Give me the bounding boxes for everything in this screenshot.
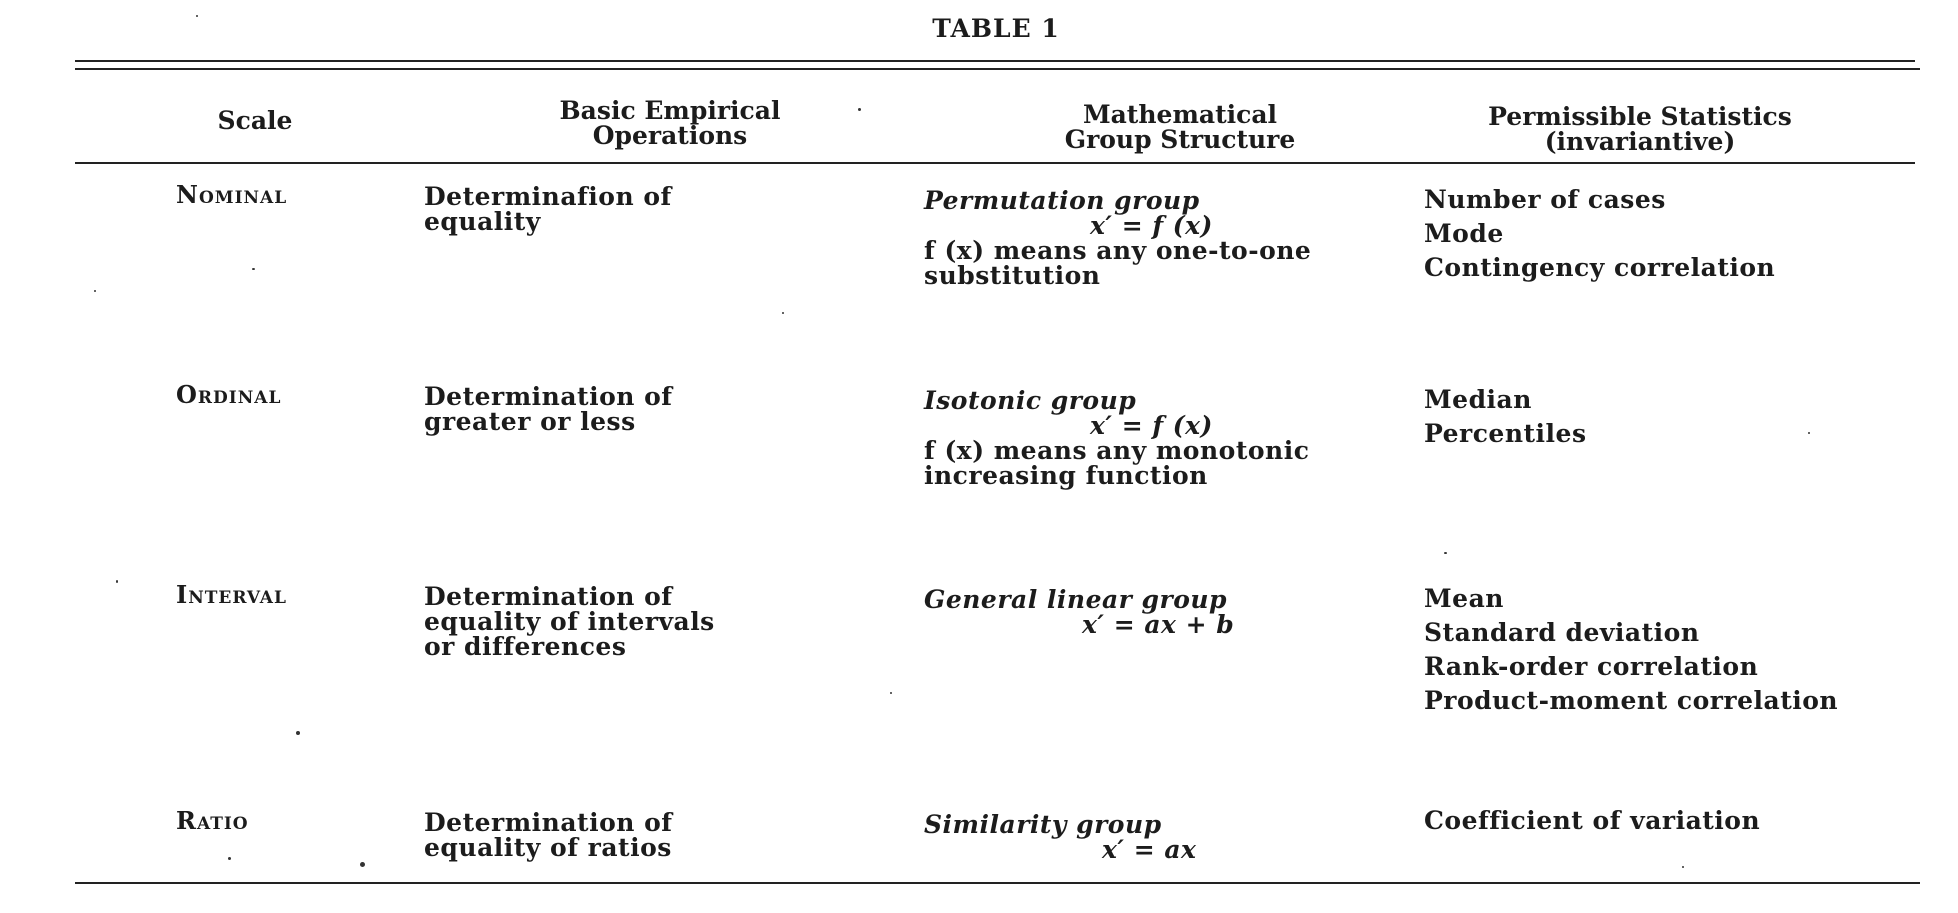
- group-name: Permutation group: [924, 186, 1200, 215]
- operations-line: Determinafion of: [424, 182, 672, 211]
- operations-line: Determination of: [424, 382, 673, 411]
- row-operations-ordinal: [424, 384, 673, 434]
- statistic-item: Rank-order correlation: [1424, 652, 1759, 681]
- scan-speck: [858, 108, 861, 111]
- statistic-item: Product-moment correlation: [1424, 686, 1839, 715]
- statistic-item: Number of cases: [1424, 185, 1666, 214]
- scan-speck: [782, 312, 784, 314]
- group-formula: x′ = ax + b: [1082, 610, 1235, 639]
- row-statistics-nominal: [1424, 183, 1775, 285]
- scan-speck: [196, 15, 198, 17]
- header-operations-line2: Operations: [592, 121, 748, 150]
- statistic-item: Median: [1424, 385, 1532, 414]
- row-operations-interval: [424, 584, 715, 659]
- scan-speck: [116, 580, 118, 583]
- header-operations: [510, 98, 830, 148]
- operations-line: greater or less: [424, 407, 636, 436]
- table-title: TABLE 1: [932, 14, 1060, 43]
- header-rule: [75, 162, 1915, 164]
- row-group-nominal: [924, 188, 1311, 288]
- row-operations-ratio: [424, 810, 673, 860]
- row-group-ordinal: [924, 388, 1309, 488]
- scan-speck: [296, 731, 300, 735]
- row-scale-nominal: Nominal: [176, 180, 288, 209]
- top-rule-lower: [75, 68, 1920, 70]
- header-statistics-line2: (invariantive): [1544, 127, 1736, 156]
- scan-speck: [890, 692, 892, 694]
- statistic-item: Mean: [1424, 584, 1504, 613]
- statistic-item: Mode: [1424, 219, 1504, 248]
- row-group-ratio: [924, 812, 1196, 862]
- group-description-line: f (x) means any monotonic: [924, 436, 1310, 465]
- group-formula: x′ = f (x): [1090, 211, 1213, 240]
- group-name: Similarity group: [924, 810, 1162, 839]
- scan-speck: [1444, 552, 1447, 554]
- operations-line: equality of intervals: [424, 607, 715, 636]
- statistic-item: Contingency correlation: [1424, 253, 1776, 282]
- header-scale: [190, 108, 320, 133]
- row-statistics-ordinal: [1424, 383, 1587, 451]
- row-operations-nominal: [424, 184, 672, 234]
- operations-line: Determination of: [424, 808, 673, 837]
- header-scale-label: Scale: [217, 106, 293, 135]
- statistic-item: Standard deviation: [1424, 618, 1700, 647]
- group-formula: x′ = f (x): [1090, 411, 1213, 440]
- group-name: General linear group: [924, 585, 1228, 614]
- scan-speck: [94, 290, 96, 292]
- row-scale-ordinal: Ordinal: [176, 380, 282, 409]
- top-rule-upper: [75, 60, 1915, 62]
- scan-speck: [228, 857, 231, 860]
- scan-speck: [1682, 866, 1684, 868]
- operations-line: equality: [424, 207, 541, 236]
- bottom-rule: [75, 882, 1920, 884]
- statistic-item: Percentiles: [1424, 419, 1587, 448]
- scan-speck: [360, 862, 365, 867]
- operations-line: or differences: [424, 632, 627, 661]
- header-statistics-line1: Permissible Statistics: [1488, 102, 1792, 131]
- row-scale-ratio: Ratio: [176, 806, 249, 835]
- row-statistics-interval: [1424, 582, 1838, 718]
- row-scale-interval: Interval: [176, 580, 287, 609]
- operations-line: equality of ratios: [424, 833, 672, 862]
- scan-speck: [1808, 432, 1810, 434]
- header-operations-line1: Basic Empirical: [559, 96, 781, 125]
- header-group: [1030, 102, 1330, 152]
- header-statistics: [1460, 104, 1820, 154]
- group-name: Isotonic group: [924, 386, 1137, 415]
- statistic-item: Coefficient of variation: [1424, 806, 1761, 835]
- row-group-interval: [924, 587, 1234, 637]
- scan-speck: [252, 268, 255, 270]
- group-description-line: substitution: [924, 261, 1101, 290]
- group-formula: x′ = ax: [1102, 835, 1197, 864]
- group-description-line: increasing function: [924, 461, 1208, 490]
- row-statistics-ratio: [1424, 804, 1760, 838]
- operations-line: Determination of: [424, 582, 673, 611]
- header-group-line2: Group Structure: [1064, 125, 1296, 154]
- group-description-line: f (x) means any one-to-one: [924, 236, 1312, 265]
- header-group-line1: Mathematical: [1082, 100, 1278, 129]
